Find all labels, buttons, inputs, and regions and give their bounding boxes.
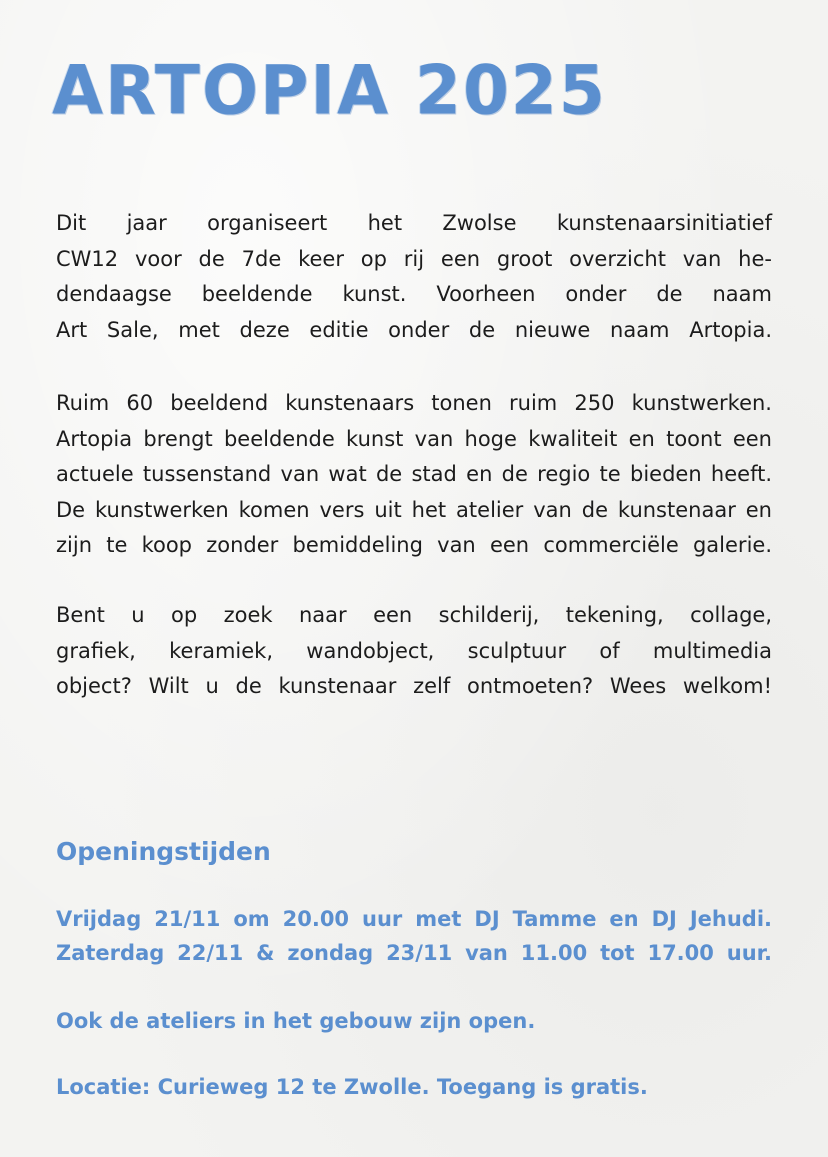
invitation-line: grafiek, keramiek, wandobject, sculptuur of multimedia [56, 638, 772, 663]
ateliers-note: Ook de ateliers in het gebouw zijn open. [56, 1009, 536, 1033]
opening-hours-line: Vrijdag 21/11 om 20.00 uur met DJ Tamme en DJ Jehudi. [56, 907, 772, 931]
details-paragraph [56, 386, 772, 564]
intro-line: Art Sale, met deze editie onder de nieuwe naam Artopia. [56, 317, 772, 342]
details-line: Ruim 60 beeldend kunstenaars tonen ruim 250 kunstwerken. [56, 391, 772, 415]
intro-line: CW12 voor de 7de keer op rij een groot overzicht van he- [56, 246, 772, 271]
details-line: De kunstwerken komen vers uit het atelier van de kunstenaar en [56, 497, 772, 522]
opening-hours-line: Zaterdag 22/11 & zondag 23/11 van 11.00 tot 17.00 uur. [56, 941, 772, 965]
invitation-paragraph [56, 598, 772, 705]
opening-hours-list [56, 902, 772, 970]
location-note: Locatie: Curieweg 12 te Zwolle. Toegang is gratis. [56, 1075, 648, 1099]
opening-hours-heading: Openingstijden [56, 837, 271, 866]
page-title: ARTOPIA 2025 [52, 51, 607, 130]
details-line: Artopia brengt beeldende kunst van hoge kwaliteit en toont een [56, 426, 772, 451]
details-line: actuele tussenstand van wat de stad en de regio te bieden heeft. [56, 462, 772, 486]
intro-line: dendaagse beeldende kunst. Voorheen onder de naam [56, 282, 772, 306]
invitation-line: Bent u op zoek naar een schilderij, tekening, collage, [56, 603, 772, 627]
intro-paragraph [56, 206, 772, 348]
invitation-line: object? Wilt u de kunstenaar zelf ontmoeten? Wees welkom! [56, 674, 772, 698]
intro-line: Dit jaar organiseert het Zwolse kunstenaarsinitiatief [56, 211, 772, 235]
details-line: zijn te koop zonder bemiddeling van een commerciële galerie. [56, 533, 772, 557]
